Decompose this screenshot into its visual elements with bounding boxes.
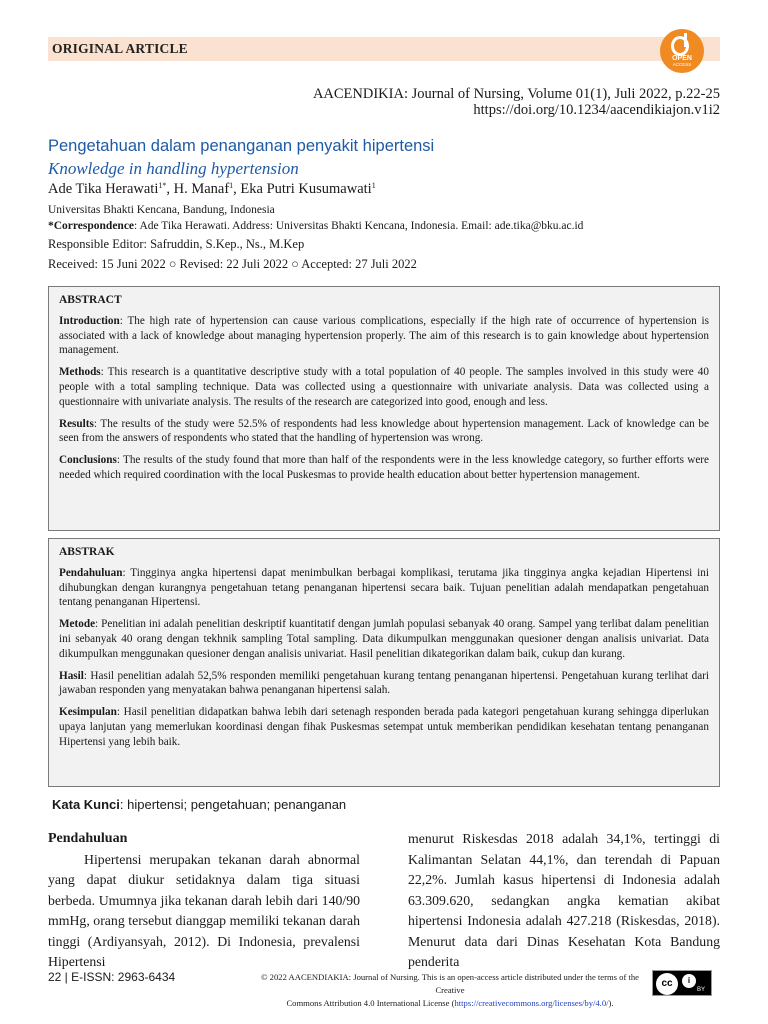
correspondence	[48, 220, 583, 232]
body-paragraph: menurut Riskesdas 2018 adalah 34,1%, tertinggi di Kalimantan Selatan 44,1%, dan terendah di Papuan 22,2%. Jumlah kasus hipertensi di Indonesia adalah 63.309.620, sedangkan angka kematian akibat hipertensi Indonesia adalah 427.218 (Riskesdas, 2018). Menurut data dari Dinas Kesehatan Kota Bandung penderita	[408, 831, 720, 969]
author-superscript: 1	[229, 181, 234, 190]
correspondence-text: : Ade Tika Herawati. Address: Universitas Bhakti Kencana, Indonesia. Email: ade.tika@bku.ac.id	[134, 220, 584, 232]
journal-citation: AACENDIKIA: Journal of Nursing, Volume 01(1), Juli 2022, p.22-25	[312, 86, 720, 102]
abstrak-hasil	[59, 669, 709, 699]
section-text: : This research is a quantitative descriptive study with a total population of 40 people. The samples involved in this study were 40 people with a total sampling technique. Data was collected using a questionnaire with univariate analysis. Data was collected using a questionnaire with univariate analysis. The results of the research are categorized into good, enough and less.	[59, 366, 709, 408]
body-column-right	[408, 829, 720, 973]
keywords	[52, 797, 346, 812]
license-link[interactable]: https://creativecommons.org/licenses/by/4.0/	[454, 998, 609, 1008]
section-text: : Hasil penelitian adalah 52,5% responden memiliki pengetahuan kurang tentang penanganan hipertensi. Pengetahuan kurang terlihat dari jawaban responden yang menyatakan bahwa penanganan hipertensi salah.	[59, 669, 709, 697]
section-label: Hasil	[59, 669, 84, 682]
license-text: ).	[608, 998, 614, 1008]
article-title-english: Knowledge in handling hypertension	[48, 159, 299, 178]
section-label: Kesimpulan	[59, 706, 117, 719]
section-label: Results	[59, 417, 94, 430]
abstract-results	[59, 417, 709, 447]
open-access-logo-subtext: ACCESS	[672, 62, 692, 67]
open-access-logo-text: OPEN	[672, 55, 692, 62]
article-type-label: ORIGINAL ARTICLE	[52, 41, 188, 56]
abstrak-metode	[59, 617, 709, 661]
correspondence-label: *Correspondence	[48, 220, 135, 232]
author-superscript: 1	[371, 181, 376, 190]
attribution-person-icon: i	[682, 974, 696, 988]
section-label: Pendahuluan	[59, 566, 123, 579]
author-name: Eka Putri Kusumawati	[240, 181, 372, 197]
section-heading: Pendahuluan	[48, 831, 128, 846]
cc-badge-icon: cc	[656, 973, 678, 995]
abstract-english-box	[48, 286, 720, 531]
responsible-editor: Responsible Editor: Safruddin, S.Kep., Ns., M.Kep	[48, 237, 305, 251]
license-line: © 2022 AACENDIAKIA: Journal of Nursing. This is an open-access article distributed under the terms of the Creative	[261, 972, 639, 995]
section-text: : The high rate of hypertension can cause various complications, especially if the high rate of occurrence of hypertension is associated with a lack of knowledge about managing hypertension properly. The aim of this research is to gain knowledge about hypertension management.	[59, 314, 709, 357]
abstract-heading: ABSTRACT	[59, 294, 122, 306]
abstrak-pendahuluan	[59, 566, 709, 610]
license-line	[250, 997, 650, 1010]
article-title-indonesian: Pengetahuan dalam penanganan penyakit hipertensi	[48, 137, 435, 155]
open-access-lock-shackle	[684, 33, 687, 47]
body-paragraph: Hipertensi merupakan tekanan darah abnormal yang dapat diukur setidaknya dalam tiga situasi berbeda. Umumnya jika tekanan darah lebih dari 140/90 mmHg, orang tersebut dianggap memiliki tekanan darah tinggi (Ardiyansyah, 2012). Di Indonesia, prevalensi Hipertensi	[48, 851, 360, 969]
author-name: H. Manaf	[173, 181, 230, 197]
keywords-label: Kata Kunci	[52, 797, 120, 812]
section-label: Metode	[59, 618, 96, 631]
abstract-methods	[59, 365, 709, 409]
abstrak-heading: ABSTRAK	[59, 546, 115, 558]
author-list: Ade Tika Herawati$^{1*}$, H. Manaf$^1$, Eka Putri Kusumawati$^1$	[48, 181, 376, 197]
doi-link[interactable]: https://doi.org/10.1234/aacendikiajon.v1i2	[473, 102, 720, 118]
section-text: : Penelitian ini adalah penelitian deskriptif kuantitatif dengan jumlah populasi sebanyak 40 orang. Sampel yang terlibat dalam penelitian ini sebanyak 40 orang dengan tekhnik sampling Total sampling. Data dikumpulkan menggunakan quesioner dengan analisis univariat. Data dikumpulkan menggunakan quesioner dengan analisis univariat. Hasil penelitian dikategorikan dalam baik, cukup dan kurang.	[59, 618, 709, 660]
section-label: Methods	[59, 366, 101, 379]
license-text: Commons Attribution 4.0 International License (	[286, 998, 455, 1008]
license-statement	[250, 971, 650, 1010]
section-text: : The results of the study were 52.5% of respondents had less knowledge about hypertension management. Lack of knowledge can be seen from the answers of respondents who stated that the handling of hypertension was wrong.	[59, 417, 709, 445]
author-superscript: 1*	[158, 181, 167, 190]
section-text: : Hasil penelitian didapatkan bahwa lebih dari setenagh responden berada pada kategori pengetahuan kurang sehingga diperlukan upaya lanjutan yang memerlukan koordinasi dengan fihak Puskesmas setempat untuk memberikan pendidikan kesehatan tentang penanganan Hipertensi yang lebih baik.	[59, 706, 709, 748]
abstract-indonesian-box	[48, 538, 720, 787]
author-name: Ade Tika Herawati	[48, 181, 159, 197]
section-label: Conclusions	[59, 454, 117, 467]
keywords-text: : hipertensi; pengetahuan; penanganan	[119, 797, 347, 812]
submission-dates: Received: 15 Juni 2022 ○ Revised: 22 Juli 2022 ○ Accepted: 27 Juli 2022	[48, 257, 417, 271]
section-text: : The results of the study found that more than half of the respondents were in the less knowledge category, so further efforts were needed which required coordination with the local Puskesmas to provide health education about better hypertension management.	[59, 454, 709, 481]
body-column-left	[48, 829, 360, 973]
open-access-icon	[660, 29, 704, 73]
abstrak-kesimpulan	[59, 705, 709, 749]
page-number-issn: 22 | E-ISSN: 2963-6434	[48, 970, 176, 984]
creative-commons-icon	[652, 970, 712, 996]
abstract-introduction	[59, 314, 709, 358]
affiliation: Universitas Bhakti Kencana, Bandung, Indonesia	[48, 204, 275, 216]
abstract-conclusions	[59, 453, 709, 483]
section-text: : Tingginya angka hipertensi dapat menimbulkan berbagai komplikasi, terutama jika tingginya angka kejadian Hipertensi ini dihubungkan dengan kurangnya pengetahuan tetang penanganan hipertensi secara baik. Tujuan penelitian adalah mendapatkan pengetahuan tentang penanganan Hipertensi.	[59, 566, 709, 609]
section-label: Introduction	[59, 314, 120, 327]
cc-by-label: BY	[697, 987, 706, 993]
